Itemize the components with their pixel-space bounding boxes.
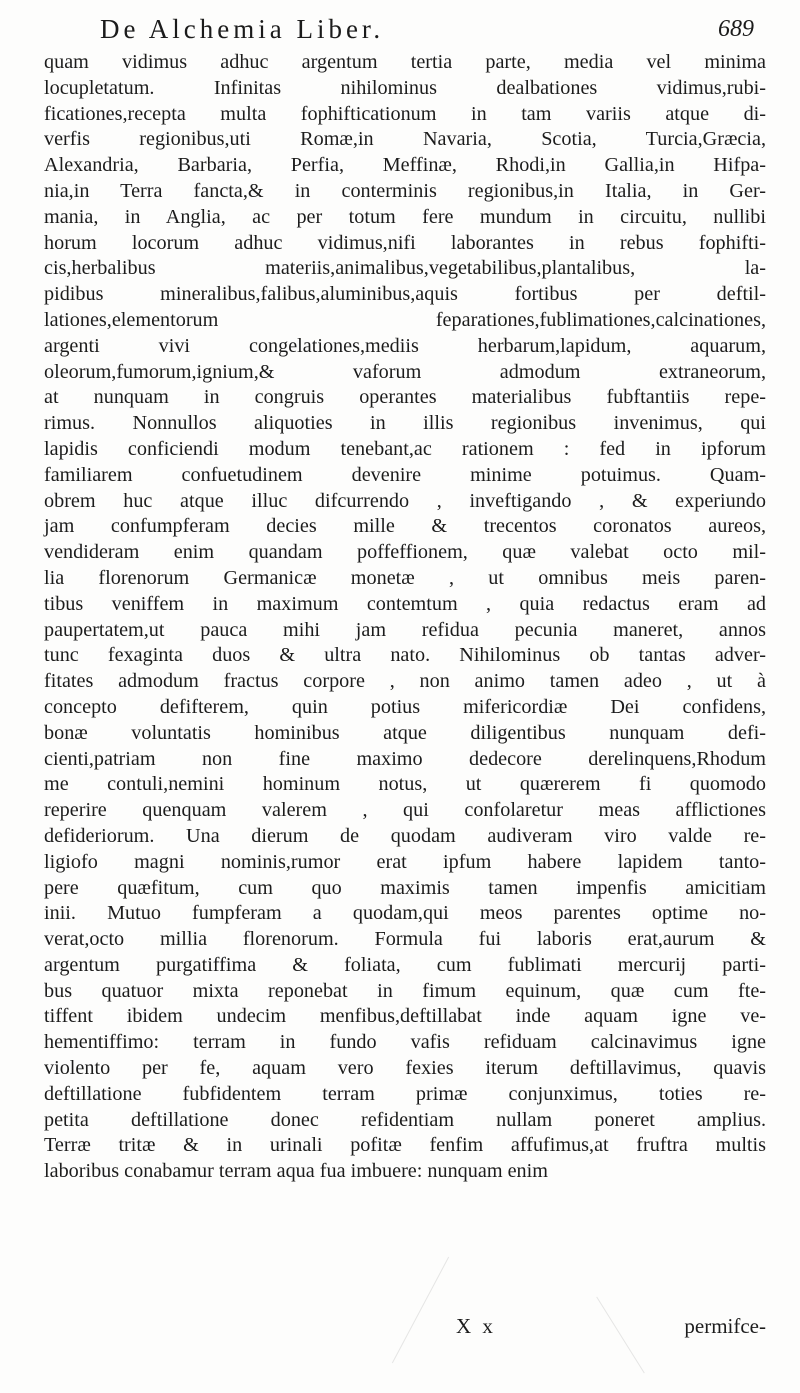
text-line: fitates admodum fractus corpore , non animo tamen adeo , ut à [44, 670, 766, 693]
text-line: quam vidimus adhuc argentum tertia parte, media vel minima [44, 51, 766, 73]
running-head: De Alchemia Liber. [100, 14, 385, 44]
text-line: rimus. Nonnullos aliquoties in illis regionibus invenimus, qui [44, 412, 766, 435]
text-line: reperire quenquam valerem , qui confolaretur meas afflictiones [44, 799, 766, 822]
text-line: bonæ voluntatis hominibus atque diligentibus nunquam defi- [44, 721, 766, 744]
text-line: cienti,patriam non fine maximo dedecore derelinquens,Rhodum [44, 747, 766, 770]
text-line: ligiofo magni nominis,rumor erat ipfum habere lapidem tanto- [44, 850, 766, 873]
text-line: defideriorum. Una dierum de quodam audiveram viro valde re- [44, 824, 766, 847]
text-line: Terræ tritæ & in urinali pofitæ fenfim affufimus,at fruftra multis [44, 1134, 766, 1157]
text-line: argenti vivi congelationes,mediis herbarum,lapidum, aquarum, [44, 334, 766, 357]
text-line: locupletatum. Infinitas nihilominus dealbationes vidimus,rubi- [44, 76, 766, 99]
page-number: 689 [718, 16, 754, 42]
text-line: concepto defifterem, quin potius mifericordiæ Dei confidens, [44, 695, 766, 718]
text-line: verfis regionibus,uti Romæ,in Navaria, Scotia, Turcia,Græcia, [44, 128, 766, 151]
text-line: at nunquam in congruis operantes materialibus fubftantiis repe- [44, 386, 766, 409]
text-line: nia,in Terra fancta,& in conterminis regionibus,in Italia, in Ger- [44, 179, 766, 202]
text-line: bus quatuor mixta reponebat in fimum equinum, quæ cum fte- [44, 979, 766, 1002]
text-line: verat,octo millia florenorum. Formula fui laboris erat,aurum & [44, 928, 766, 951]
text-line: cis,herbalibus materiis,animalibus,vegetabilibus,plantalibus, la- [44, 257, 766, 280]
text-line: horum locorum adhuc vidimus,nifi laborantes in rebus fophifti- [44, 231, 766, 254]
text-line: obrem huc atque illuc difcurrendo , inveftigando , & experiundo [44, 489, 766, 512]
text-line: mania, in Anglia, ac per totum fere mundum in circuitu, nullibi [44, 205, 766, 228]
text-line: hementiffimo: terram in fundo vafis refiduam calcinavimus igne [44, 1031, 766, 1054]
text-line: violento per fe, aquam vero fexies iterum deftillavimus, quavis [44, 1057, 766, 1080]
text-line: tibus veniffem in maximum contemtum , quia redactus eram ad [44, 592, 766, 615]
text-line: vendideram enim quandam poffeffionem, quæ valebat octo mil- [44, 541, 766, 564]
text-line: deftillatione fubfidentem terram primæ conjunximus, toties re- [44, 1082, 766, 1105]
catchword: permifce- [684, 1314, 766, 1338]
text-line: ficationes,recepta multa fophifticationum in tam variis atque di- [44, 102, 766, 125]
page-header [60, 14, 760, 48]
body-text [44, 50, 766, 1185]
signature-mark: X x [456, 1314, 496, 1338]
text-line: me contuli,nemini hominum notus, ut quærerem fi quomodo [44, 773, 766, 796]
text-line: pidibus mineralibus,falibus,aluminibus,aquis fortibus per deftil- [44, 283, 766, 306]
text-line: lationes,elementorum feparationes,fublimationes,calcinationes, [44, 308, 766, 331]
text-line: jam confumpferam decies mille & trecentos coronatos aureos, [44, 515, 766, 538]
text-line: tunc fexaginta duos & ultra nato. Nihilominus ob tantas adver- [44, 644, 766, 667]
text-line: lapidis conficiendi modum tenebant,ac rationem : fed in ipforum [44, 437, 766, 460]
text-line: pere quæfitum, cum quo maximis tamen impenfis amicitiam [44, 876, 766, 899]
paper-crease [392, 1257, 449, 1363]
text-line: tiffent ibidem undecim menfibus,deftillabat inde aquam igne ve- [44, 1005, 766, 1028]
text-line: oleorum,fumorum,ignium,& vaforum admodum extraneorum, [44, 360, 766, 383]
text-line: paupertatem,ut pauca mihi jam refidua pecunia maneret, annos [44, 618, 766, 641]
text-line: familiarem confuetudinem devenire minime potuimus. Quam- [44, 463, 766, 486]
text-line: lia florenorum Germanicæ monetæ , ut omnibus meis paren- [44, 566, 766, 589]
text-line: argentum purgatiffima & foliata, cum fublimati mercurij parti- [44, 953, 766, 976]
text-line: petita deftillatione donec refidentiam nullam poneret amplius. [44, 1108, 766, 1131]
text-line: laboribus conabamur terram aqua fua imbuere: nunquam enim [44, 1160, 548, 1183]
text-line: Alexandria, Barbaria, Perfia, Meffinæ, Rhodi,in Gallia,in Hifpa- [44, 154, 766, 177]
text-line: inii. Mutuo fumpferam a quodam,qui meos parentes optime no- [44, 902, 766, 925]
